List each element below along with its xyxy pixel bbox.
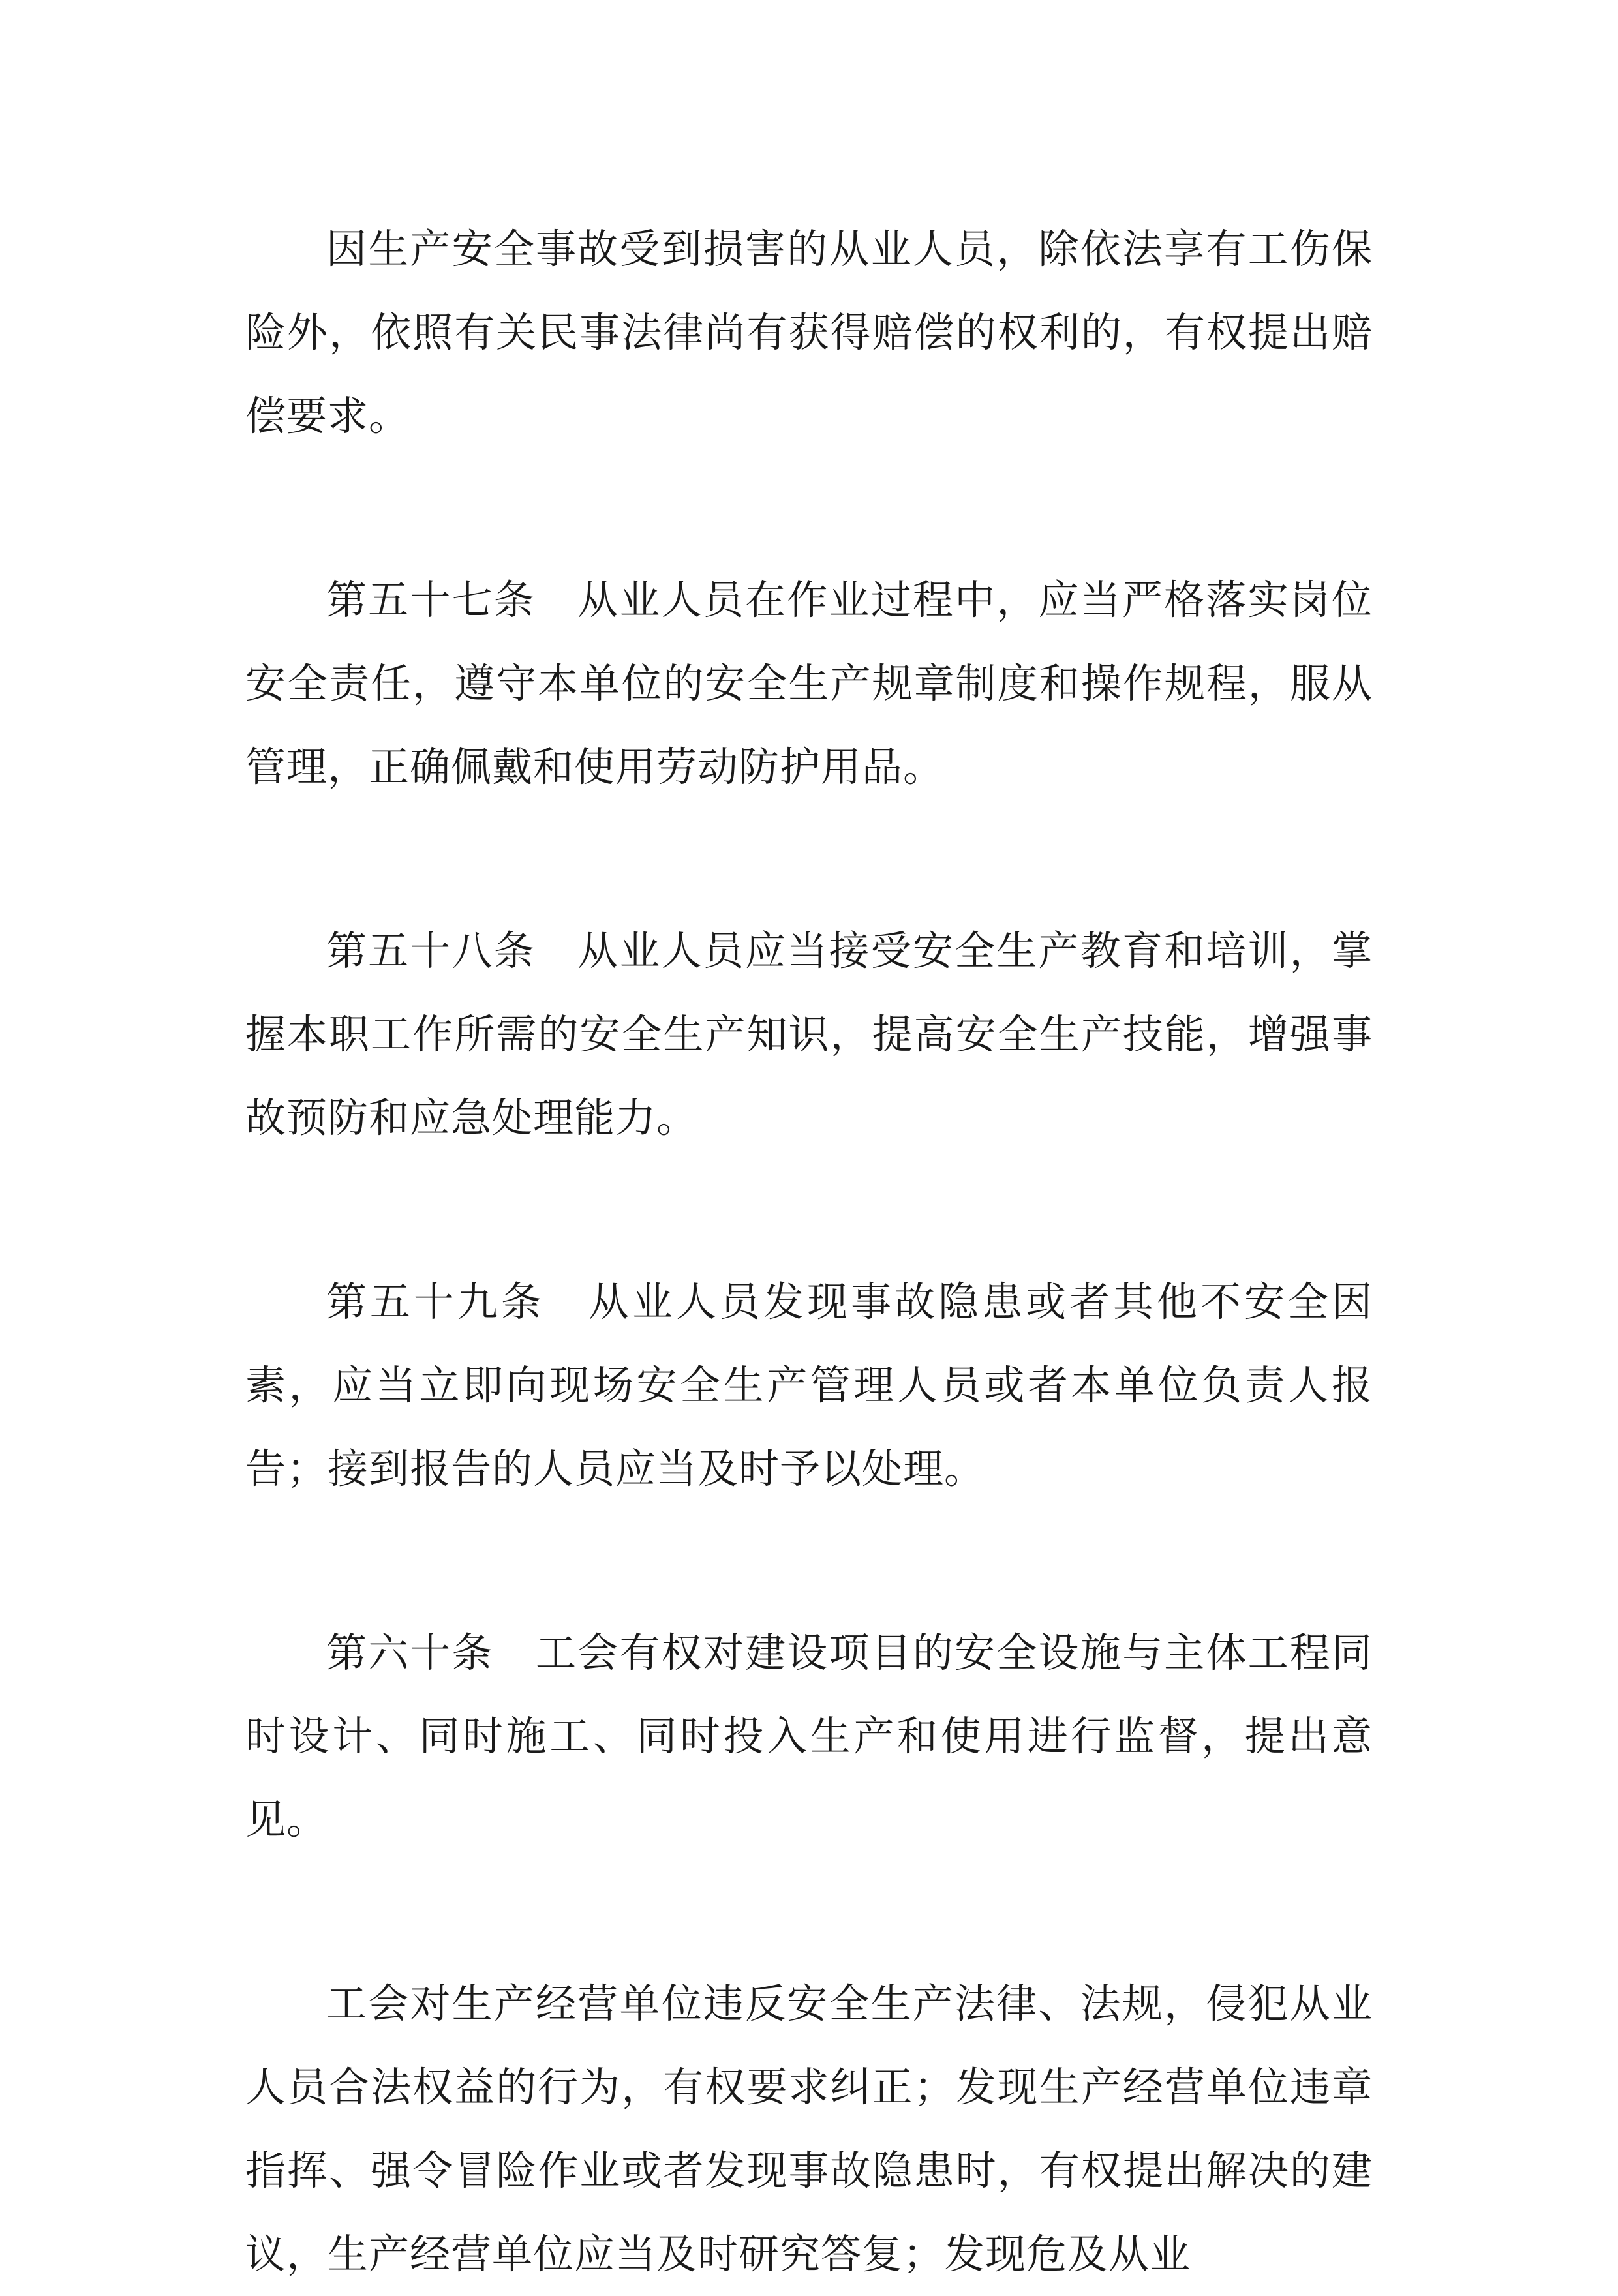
paragraph-article-58 — [245, 909, 1373, 1160]
paragraph-text: 从业人员应当接受安全生产教育和培训，掌握本职工作所需的安全生产知识，提高安全生产技能，增强事故预防和应急处理能力。 — [245, 927, 1373, 1141]
article-number: 第五十八条 — [326, 927, 578, 974]
paragraph-text: 工会对生产经营单位违反安全生产法律、法规，侵犯从业人员合法权益的行为，有权要求纠正；发现生产经营单位违章指挥、强令冒险作业或者发现事故隐患时，有权提出解决的建议，生产经营单位应当及时研究答复；发现危及从业 — [245, 1980, 1373, 2278]
paragraph-text: 从业人员发现事故隐患或者其他不安全因素，应当立即向现场安全生产管理人员或者本单位负责人报告；接到报告的人员应当及时予以处理。 — [245, 1278, 1373, 1492]
document-body — [245, 207, 1373, 2296]
paragraph-text: 因生产安全事故受到损害的从业人员，除依法享有工伤保险外，依照有关民事法律尚有获得赔偿的权利的，有权提出赔偿要求。 — [245, 225, 1373, 440]
paragraph-compensation-claim — [245, 207, 1373, 458]
paragraph-article-59 — [245, 1260, 1373, 1511]
paragraph-text: 从业人员在作业过程中，应当严格落实岗位安全责任，遵守本单位的安全生产规章制度和操作规程，服从管理，正确佩戴和使用劳动防护用品。 — [245, 576, 1373, 791]
paragraph-union-rights — [245, 1962, 1373, 2296]
article-number: 第六十条 — [326, 1629, 536, 1676]
article-number: 第五十七条 — [326, 576, 578, 624]
paragraph-article-60 — [245, 1611, 1373, 1862]
article-number: 第五十九条 — [326, 1278, 588, 1325]
paragraph-article-57 — [245, 558, 1373, 809]
paragraph-text: 工会有权对建设项目的安全设施与主体工程同时设计、同时施工、同时投入生产和使用进行监督，提出意见。 — [245, 1629, 1373, 1843]
